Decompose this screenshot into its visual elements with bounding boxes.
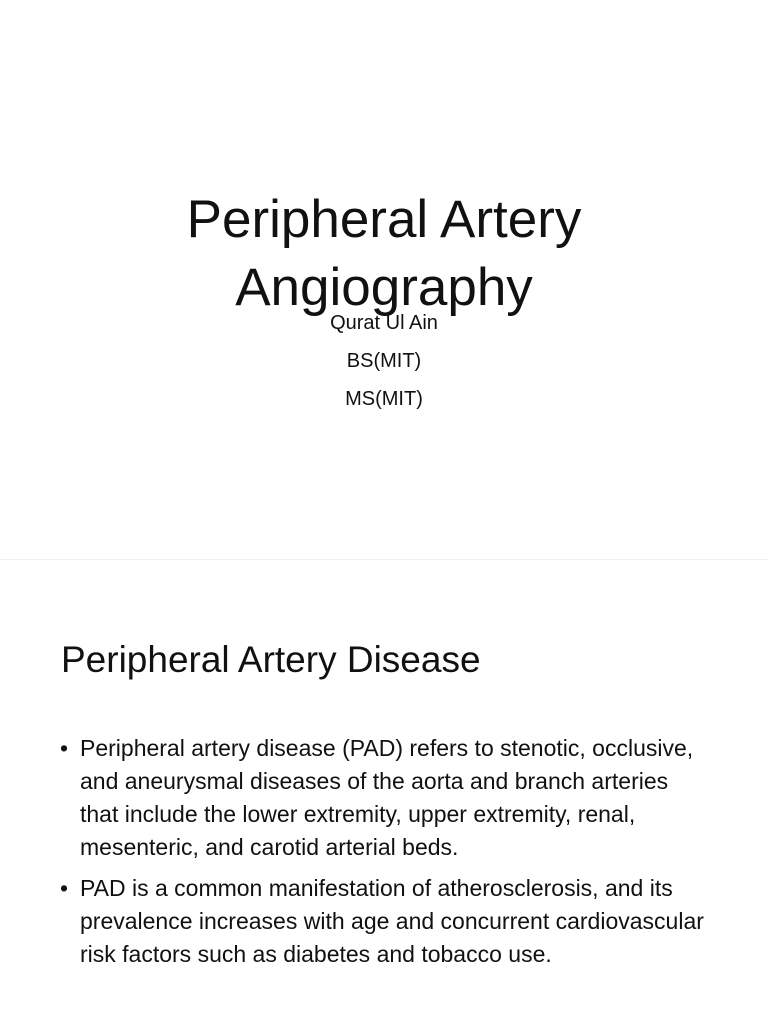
bullet-list <box>60 732 710 979</box>
presenter-info <box>0 304 768 418</box>
bullet-item <box>60 872 710 971</box>
bullet-text: PAD is a common manifestation of atherosclerosis, and its prevalence increases with age and concurrent cardiovascular risk factors such as diabetes and tobacco use. <box>80 875 704 967</box>
bullet-dot-icon: • <box>60 875 69 901</box>
presenter-degree-ms: MS(MIT) <box>345 388 423 410</box>
content-slide <box>0 560 768 1024</box>
title-line-1: Peripheral Artery <box>186 189 582 249</box>
presentation-title <box>0 186 768 322</box>
presenter-name: Qurat Ul Ain <box>330 312 438 334</box>
slide-heading: Peripheral Artery Disease <box>61 639 481 680</box>
bullet-text: Peripheral artery disease (PAD) refers to stenotic, occlusive, and aneurysmal diseases of the aorta and branch arteries that include the lower extremity, upper extremity, renal, mesenteric, and carotid arterial beds. <box>80 735 694 860</box>
title-line-2: Angiography <box>235 257 533 317</box>
presenter-degree-bs: BS(MIT) <box>346 350 422 372</box>
bullet-item <box>60 732 710 864</box>
bullet-dot-icon: • <box>60 735 69 761</box>
